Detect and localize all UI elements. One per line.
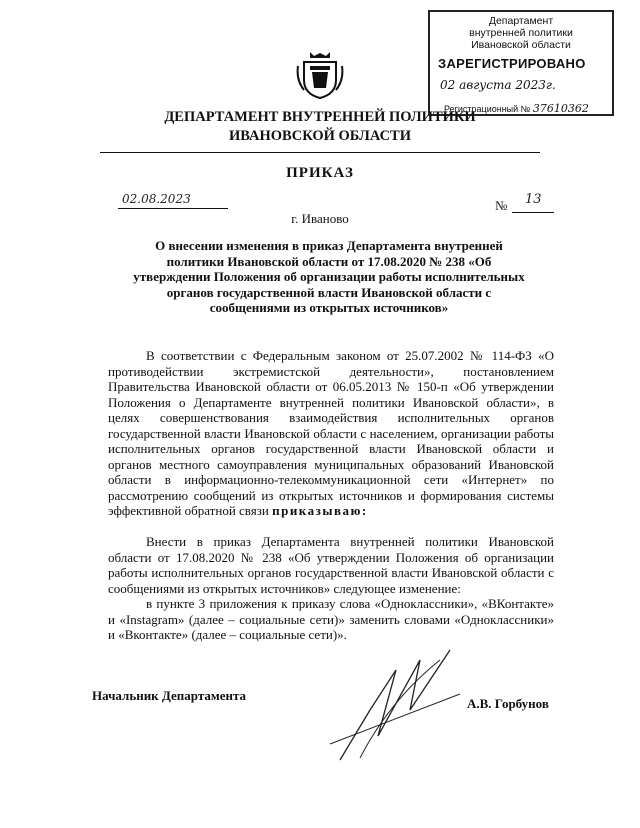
stamp-date: 02 августа 2023г. (440, 78, 556, 92)
body-paragraph-1 (108, 348, 554, 519)
stamp-regno-value: 37610362 (532, 102, 589, 115)
stamp-line-3: Ивановской области (471, 39, 571, 51)
coat-of-arms-icon (296, 50, 344, 100)
signature-name: А.В. Горбунов (467, 696, 549, 711)
order-verb: приказываю: (272, 503, 368, 518)
dept-name-line-1: ДЕПАРТАМЕНТ ВНУТРЕННЕЙ ПОЛИТИКИ (164, 109, 476, 125)
body-paragraph-2: Внести в приказ Департамента внутренней политики Ивановской области от 17.08.2020 № 238 «Об утверждении Положения об организации работы исполнительных органов государственной власти Ивановской области с сообщениями из открытых источников» следующее изменение: (108, 534, 554, 596)
stamp-line-2: внутренней политики (469, 27, 573, 39)
signature-position: Начальник Департамента (92, 688, 247, 703)
stamp-registered: ЗАРЕГИСТРИРОВАНО (438, 56, 586, 71)
dept-name-line-2: ИВАНОВСКОЙ ОБЛАСТИ (228, 128, 412, 144)
handwritten-signature (300, 640, 490, 770)
registration-stamp (428, 10, 614, 116)
header-divider (100, 152, 540, 153)
stamp-line-1: Департамент (488, 15, 554, 27)
order-city: г. Иваново (291, 211, 349, 226)
order-date: 02.08.2023 (122, 192, 191, 206)
date-underline (118, 208, 228, 209)
order-number: 13 (525, 192, 542, 207)
stamp-regno-label: Регистрационный № (444, 104, 531, 114)
body-paragraph-3: в пункте 3 приложения к приказу слова «Одноклассники», «ВКонтакте» и «Instagram» (далее – социальные сети)» заменить словами «Одноклассники» и «Вконтакте» (далее – социальные сети)». (108, 596, 554, 642)
order-title: ПРИКАЗ (286, 165, 354, 181)
document-title: О внесении изменения в приказ Департамента внутренней политики Ивановской области от 17.08.2020 № 238 «Об утверждении Положения об организации работы исполнительных органов государственной власти Ивановской области с сообщениями из открытых источников» (133, 238, 525, 315)
body-paragraph-1-text: В соответствии с Федеральным законом от 25.07.2002 № 114-ФЗ «О противодействии экстремистской деятельности», постановлением Правительства Ивановской области от 06.05.2013 № 150-п «Об утверждении Положения о Департаменте внутренней политики Ивановской области», в целях совершенствования взаимодействия исполнительных органов государственной власти Ивановской области с населением, организации работы исполнительных органов государственной власти Ивановской области и органов местного самоуправления муниципальных образований Ивановской области в информационно-телекоммуникационной сети «Интернет» по рассмотрению сообщений из открытых источников и формирования системы эффективной обратной связи (108, 348, 554, 518)
order-number-label: № (495, 198, 508, 213)
